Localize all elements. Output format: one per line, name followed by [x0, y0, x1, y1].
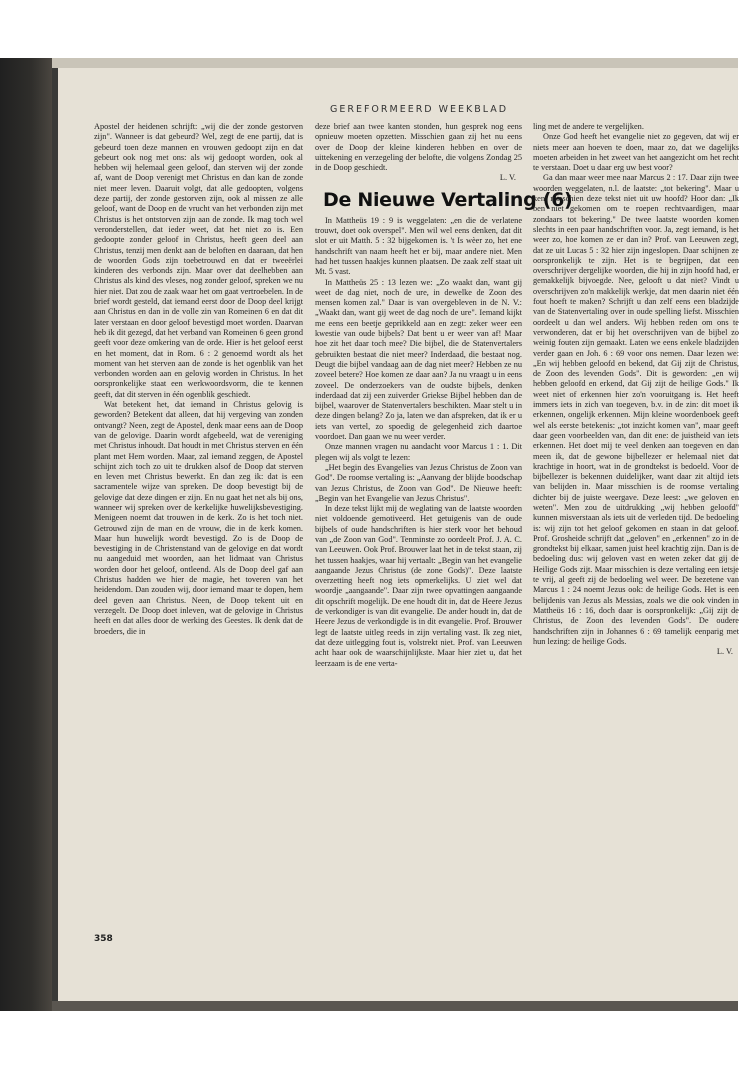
column-3 [533, 122, 739, 932]
paragraph: In Mattheüs 25 : 13 lezen we: „Zo waakt dan, want gij weet de dag niet, noch de ure, in dewelke de Zoon des mensen komen zal." Daar is van overgebleven in de N. V.: „Waakt dan, want gij weet de dag noch de ure". Iemand kijkt me eens een beetje geprikkeld aan en zegt: zeker weer een kwestie van oude bijbels? Dat bent u er weer van af! Maar hoe zit het daar toch mee? Die bijbel, die de Statenvertalers gebruikten bestaat die niet meer? Inderdaad, die bestaat nog. Deugt die bijbel vandaag aan de dag niet meer? Hebben ze nu zoveel betere? Hoe komen ze daar aan? Ja nu vraagt u in eens zoveel. De onderzoekers van de oudste bijbels, denken inderdaad dat zij een zuiverder Griekse Bijbel hebben dan de bijbel, waarover de Statenvertalers beschikten. Maar stelt u in deze dingen belang? Zo ja, laten we dan afspreken, dat ik er u iets van vertel, zo spoedig de gelegenheid zich daartoe voordoet. Dan gaan we nu weer verder. [315, 277, 522, 442]
paragraph: Wat betekent het, dat iemand in Christus gelovig is geworden? Betekent dat alleen, dat hij vergeving van zonden ontvangt? Neen, zegt de Apostel, denk maar eens aan de Doop van de gelovige. Daarin wordt afgebeeld, wat de vereniging met Christus inhoudt. Dat houdt in met Christus sterven en één plant met Hem worden. Maar, zal iemand zeggen, de Apostel schijnt zich toch zo uit te drukken alsof de Doop dat sterven en leven met Christus bewerkt. En dan zeg ik: dat is een sacramentele wijze van spreken. De doop bevestigt bij de gelovige dat deze dingen er zijn. En nu gaat het net als bij ons, wanneer wij spreken over de kerkelijke huwelijksbevestiging. Menigeen noemt dat trouwen in de kerk. Zo is het toch niet. Getrouwd zijn de man en de vrouw, die in de kerk komen. Maar hun huwelijk wordt bevestigd. Zo is de Doop de bevestiging in de Christenstand van de gelovige en dat wordt nu aangeduid met woorden, aan het lidmaat van Christus worden door het geloof, ontleend. Als de Doop deel gaf aan Christus hadden we hier de magie, het toveren van het heidendom. Dan zouden wij, door iemand maar te dopen, hem deel geven aan Christus. Neen, de Doop tekent uit en verzegelt. De Doop doet inleven, wat de gelovige in Christus heeft en dat alles door de werking des Geestes. Ik denk dat de broeders, die in [94, 400, 304, 636]
paragraph: In deze tekst lijkt mij de weglating van de laatste woorden niet voldoende gemotiveerd. Het getuigenis van de oude bijbels of oude handschriften is hier sterk voor het behoud van „de Zoon van God". Tenminste zo oordeelt Prof. J. A. C. van Leeuwen. Ook Prof. Brouwer laat het in de tekst staan, zij het tussen haakjes, waar hij vertaalt: „Begin van het evangelie aangaande Jezus Christus (de zone Gods)". Deze laatste overzetting heeft nog iets opmerkelijks. U ziet wel dat woordje „aangaande". Daar zijn twee opvattingen aangaande dit opschrift mogelijk. De ene houdt dit in, dat de Heere Jezus de verkondiger is van dit evangelie. De ander houdt in, dat de Heere Jezus de verkondigde is in dit evangelie. Prof. Brouwer legt de laatste uitleg reeds in zijn vertaling vast. Ik zeg niet, dat deze uitlegging fout is, volstrekt niet. Prof. van Leeuwen acht haar ook de waarschijnlijkste. Maar hier ziet u, dat het leerzaam is de ene verta- [315, 504, 522, 668]
paragraph: Ga dan maar weer mee naar Marcus 2 : 17. Daar zijn twee woorden weggelaten, n.l. de laatste: „tot bekering". Maar u kent misschien deze tekst niet uit uw hoofd? Hoor dan: „Ik ben niet gekomen om te roepen rechtvaardigen, maar zondaars tot bekering." De twee laatste woorden komen slechts in een paar handschriften voor. Ja, zegt iemand, is het weer zo, hoe komen ze er dan in? Prof. van Leeuwen zegt, dat ze uit Lucas 5 : 32 hier zijn ingeslopen. Daar schijnen ze oorspronkelijk te zijn. Het is te begrijpen, dat een overschrijver dergelijke woorden, die hij in zijn hoofd had, er gemakkelijk bijvoegde. Nee, gelooft u dat niet? Vindt u overschrijven zo'n makkelijk werkje, dat men daarin niet één fout hoeft te maken? Schrijft u dan zelf eens een bladzijde van de Statenvertaling over in oude spelling liefst. Misschien oordeelt u dan wel anders. Wij hebben reden om ons te verwonderen, dat er bij het overschrijven van de bijbel zo weinig fouten zijn gemaakt. Laten we eens enkele bladzijden verder gaan en Joh. 6 : 69 voor ons nemen. Daar lezen we: „En wij hebben geloofd en bekend, dat Gij zijt de Christus, de Zoon des levenden Gods". Dit is geworden: „en wij hebben geloofd en erkend, dat Gij zijt de heilige Gods." Ik weet niet of erkennen hier zo'n vooruitgang is. Het heeft immers iets in zich van toegeven, b.v. in de zin: dit moet ik erkennen, ongelijk erkennen. Mijn kleine woordenboek geeft wel als eerste betekenis: „tot inzicht komen van", maar geeft daar geen voorbeelden van, dan dit ene: de juistheid van iets erkennen. Het doet mij te veel denken aan toegeven en dan meen ik, dat de gewone bijbellezer er helemaal niet dat krachtige in hoort, wat in de grondtekst is bedoeld. Voor de bijbellezer is bekennen duidelijker, want daar zit altijd iets van belijden in. Maar misschien is de roomse vertaling dichter bij de juiste weergave. Deze leest: „we geloven en weten". Men zou de uitdrukking „wij hebben geloofd" kunnen misverstaan als iets uit de verleden tijd. De bedoeling is: wij zijn tot het geloof gekomen en staan in dat geloof. Prof. Grosheide schrijft dat „geloven" en „erkennen" zo in de grondtekst bij elkaar, samen juist heel krachtig zijn. Dan is de bedoeling dus: wij geloven vast en weten zeker dat gij de Heilige Gods zijt. Maar misschien is deze vertaling een ietsje te vrij, al geeft zij de bedoeling wel weer. De bezetene van Marcus 1 : 24 noemt Jezus ook: de heilige Gods. Het is een belijdenis van Jezus als Messias, zoals we die ook vinden in Mattheüs 16 : 16, doch daar is oorspronkelijk: „Gij zijt de Christus, de Zoon des levenden Gods". De oudere handschriften zijn in Johannes 6 : 69 tamelijk eenparig met hun lezing: de heilige Gods. [533, 173, 739, 646]
page-top-edge [52, 58, 738, 68]
running-header: GEREFORMEERD WEEKBLAD [330, 104, 509, 115]
paragraph: Onze God heeft het evangelie niet zo gegeven, dat wij er niets meer aan hoeven te doen, maar zo, dat we dagelijks moeten arbeiden in het zweet van het aangezicht om het recht te verstaan. Doet u daar erg uw best voor? [533, 132, 739, 173]
paragraph: Onze mannen vragen nu aandacht voor Marcus 1 : 1. Dit plegen wij als volgt te lezen: [315, 442, 522, 462]
column-2 [315, 122, 573, 932]
paragraph: deze brief aan twee kanten stonden, hun gesprek nog eens opnieuw moeten opzetten. Misschien gaan zij het nu eens over de Doop der kleine kinderen hebben en over de uittekening en verzegeling der belofte, die volgens Zondag 25 in de Doop geschiedt. [315, 122, 522, 173]
author-signature: L. V. [499, 173, 516, 183]
paragraph: Apostel der heidenen schrijft: „wij die der zonde gestorven zijn". Wanneer is dat gebeurd? Wel, zegt de ene partij, dat is gebeurd toen deze mannen en vrouwen gedoopt zijn en dat gebeurt ook nog met ons: als wij gedoopt worden, ook al hebben wij helemaal geen geloof, dan sterven wij der zonde af, want de Doop verenigt met Christus en dan kan de zonde niet meer leven. Daaruit volgt, dat alle gedoopten, volgens deze partij, der zonde gestorven zijn, ook al missen ze alle geloof, want de Doop en de vrucht van het verbonden zijn met Christus is het ontstorven zijn aan de zonde. Ik mag toch wel veronderstellen, dat ieder weet, dat het niet zo is. Een gedoopte zonder geloof in Christus, heeft geen deel aan Christus, tenzij men denkt aan de beloften en daaraan, dat hen de woorden Gods zijn toebetrouwd en dat er tweeërlei kinderen des verbonds zijn. Maar over dat deelhebben aan Christus als kind des vleses, nog zonder geloof, spreken we nu hier niet. Dat zou de zaak waar het om gaat vertroebelen. In de brief wordt gesteld, dat iemand eerst door de Doop deel krijgt aan Christus en dan in de volle zin van Romeinen 6 en dat dit later verstaan en door geloof bevestigd moet worden. Daarvan heb ik dit gezegd, dat het verband van Romeinen 6 geen grond geeft voor deze omkering van de orde. Hier is het geloof eerst en het moment, dat in Rom. 6 : 2 genoemd wordt als het moment van het sterven aan de zonde is het ogenblik van het verbonden worden aan en gelovig worden in Christus. In het oorspronkelijke staat een werkwoordsvorm, die te kennen geeft, dat dit sterven in één ogenblik geschiedt. [94, 122, 303, 399]
page-number: 358 [94, 934, 113, 944]
paragraph: In Mattheüs 19 : 9 is weggelaten: „en die de verlatene trouwt, doet ook overspel". Men wil wel eens denken, dat dit slot er uit Matth. 5 : 32 bijgekomen is. 't Is wèer zo, het ene handschrift van naam heeft het er bij, maar andere niet. Men had het tussen haakjes kunnen plaatsen. De zaak zelf staat uit Mt. 5 vast. [315, 215, 522, 277]
book-binding-shadow [0, 58, 52, 1011]
author-signature: L. V. [716, 647, 733, 657]
paragraph: „Het begin des Evangelies van Jezus Christus de Zoon van God". De roomse vertaling is: „Aanvang der blijde boodschap van Jezus Christus, de Zoon van God". De Nieuwe heeft: „Begin van het Evangelie van Jezus Christus". [315, 462, 522, 503]
article-title: De Nieuwe Vertaling (6) [323, 188, 573, 211]
paragraph: ling met de andere te vergelijken. [533, 122, 644, 131]
page-bottom-edge [52, 1001, 738, 1011]
column-1 [94, 122, 303, 932]
